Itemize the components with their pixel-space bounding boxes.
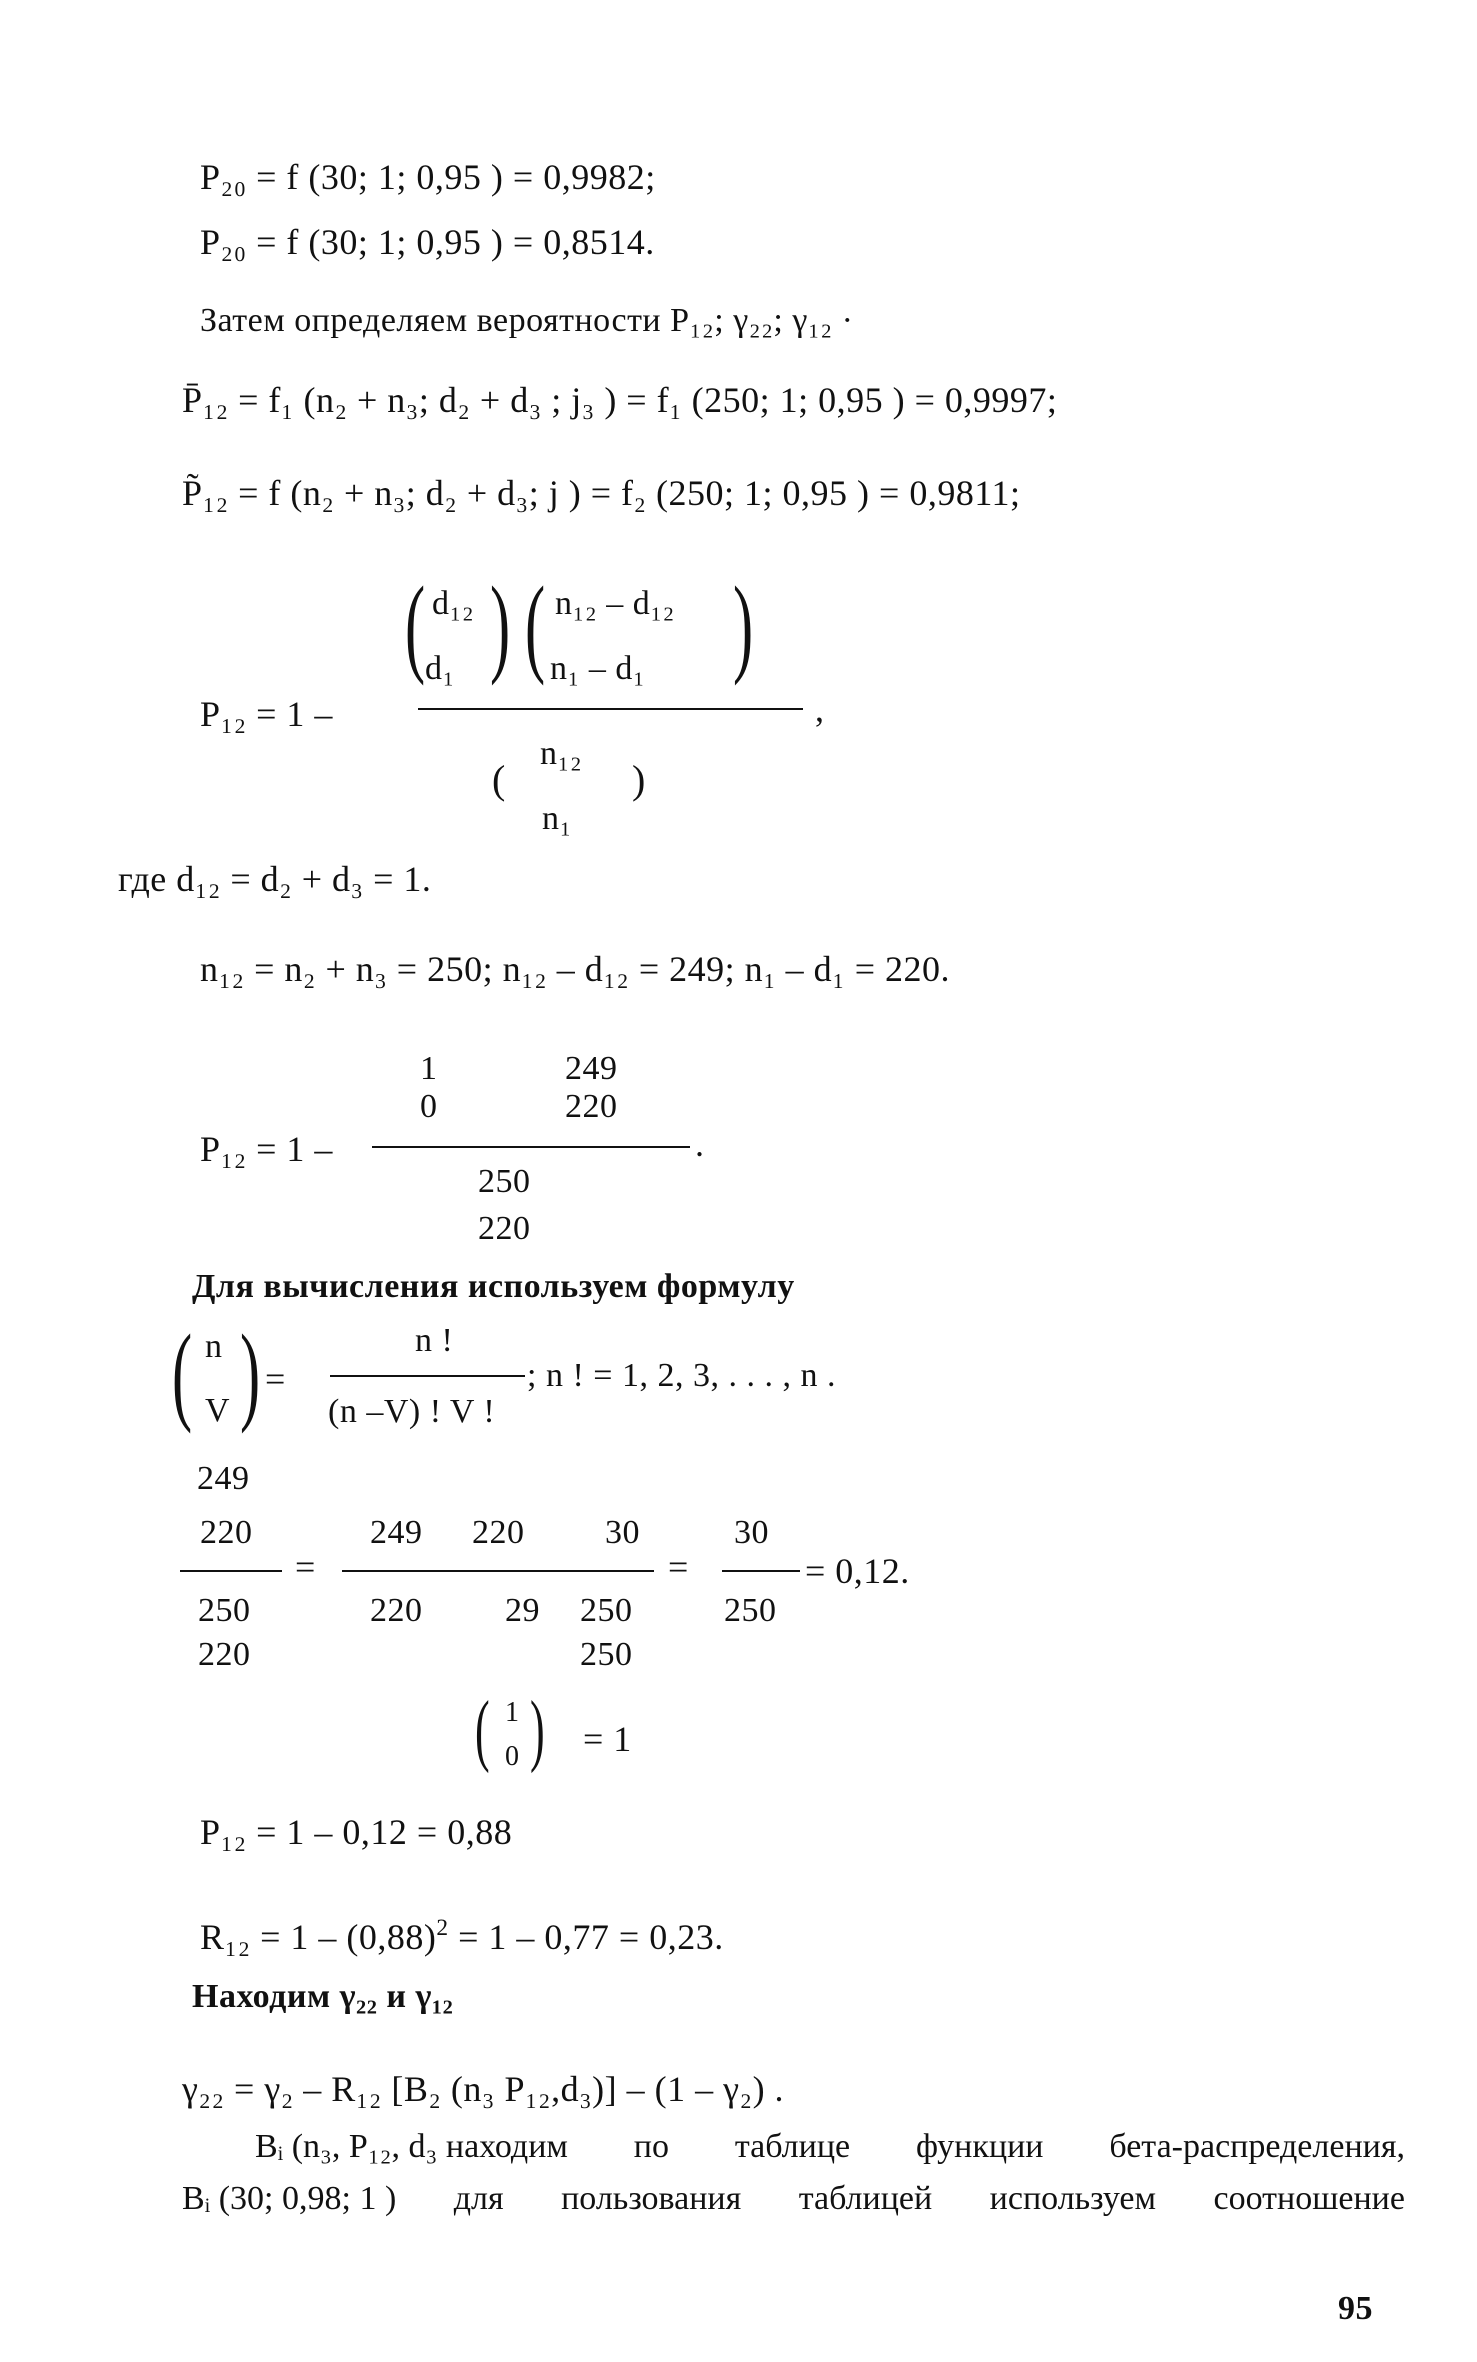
- paren-right: ): [240, 1312, 261, 1434]
- fraction2-num-d: 220: [565, 1088, 618, 1125]
- fraction2-lhs: P₁₂ = 1 –: [200, 1129, 333, 1169]
- equation-p20-first: P₂₀ = f (30; 1; 0,95 ) = 0,9982;: [200, 157, 656, 197]
- r12-tail: = 1 – 0,77 = 0,23.: [448, 1917, 724, 1957]
- calc-eq1: =: [295, 1547, 316, 1587]
- fraction2-den-b: 220: [478, 1210, 531, 1247]
- binom2-rhs: = 1: [583, 1719, 632, 1759]
- calc-b4: 220: [370, 1592, 423, 1629]
- fraction-bar: [342, 1570, 654, 1572]
- fraction2-num-a: 1: [420, 1050, 438, 1087]
- para2-word-3: пользования: [561, 2180, 742, 2217]
- binom-a-bottom: d₁: [425, 650, 455, 687]
- calc-a4: 220: [198, 1636, 251, 1673]
- equation-n12: n₁₂ = n₂ + n₃ = 250; n₁₂ – d₁₂ = 249; n₁ – d₁ = 220.: [200, 949, 951, 989]
- calc-c2: 250: [724, 1592, 777, 1629]
- calc-result: = 0,12.: [805, 1551, 910, 1591]
- binom-tail: ; n ! = 1, 2, 3, . . . , n .: [527, 1357, 836, 1394]
- text-formula-intro: Для вычисления используем формулу: [192, 1268, 795, 1305]
- text-probabilities-intro: Затем определяем вероятности P₁₂; γ₂₂; γ₁₂ ·: [200, 302, 854, 339]
- r12-main: R₁₂ = 1 – (0,88): [200, 1917, 437, 1957]
- binom-b-top: n₁₂ – d₁₂: [555, 585, 675, 622]
- binom-c-top: n₁₂: [540, 735, 583, 772]
- binom-numerator: n !: [415, 1322, 454, 1359]
- paren-right: ): [530, 1686, 545, 1774]
- paren-left: (: [172, 1312, 193, 1434]
- paren-left: (: [475, 1686, 490, 1774]
- calc-b2: 220: [472, 1514, 525, 1551]
- paren-right: ): [490, 564, 511, 686]
- binom2-bottom: 0: [505, 1741, 520, 1772]
- calc-a2: 220: [200, 1514, 253, 1551]
- binom-a-top: d₁₂: [432, 585, 475, 622]
- para2-word-4: таблицей: [798, 2180, 933, 2217]
- fraction2-den-a: 250: [478, 1163, 531, 1200]
- fraction-bar: [372, 1146, 690, 1148]
- para1-word-2: по: [633, 2128, 669, 2165]
- para1-word-5: бета-распределения,: [1109, 2128, 1405, 2165]
- binom-equals: =: [265, 1359, 286, 1399]
- paren-left: (: [525, 564, 546, 686]
- calc-eq2: =: [668, 1547, 689, 1587]
- equation-p20-second: P₂₀ = f (30; 1; 0,95 ) = 0,8514.: [200, 222, 655, 262]
- page-number: 95: [1338, 2290, 1373, 2327]
- binom-top-n: n: [205, 1328, 223, 1365]
- binom-denominator: (n –V) ! V !: [328, 1393, 496, 1430]
- calc-b3: 30: [605, 1514, 640, 1551]
- text-where-d12: где d₁₂ = d₂ + d₃ = 1.: [118, 859, 432, 899]
- paren-left: (: [405, 564, 426, 686]
- para1-word-3: таблице: [734, 2128, 851, 2165]
- para2-word-6: соотношение: [1213, 2180, 1405, 2217]
- fraction1-lhs: P₁₂ = 1 –: [200, 694, 333, 734]
- binom-bottom-v: V: [205, 1392, 231, 1429]
- paren-right: ): [632, 757, 646, 802]
- para2-word-2: для: [453, 2180, 504, 2217]
- fraction-bar: [418, 708, 803, 710]
- para2-word-5: используем: [989, 2180, 1157, 2217]
- calc-b7: 250: [580, 1636, 633, 1673]
- para1-word-1: Bᵢ (n₃, P₁₂, d₃ находим: [255, 2128, 568, 2165]
- paragraph-line-2: [182, 2180, 1405, 2218]
- binom2-top: 1: [505, 1697, 520, 1728]
- binom-b-bottom: n₁ – d₁: [550, 650, 646, 687]
- fraction-bar: [180, 1570, 282, 1572]
- fraction-bar: [330, 1375, 525, 1377]
- paragraph-line-1: [255, 2128, 1405, 2166]
- paren-right: ): [733, 564, 754, 686]
- equation-p12-result: P₁₂ = 1 – 0,12 = 0,88: [200, 1812, 513, 1852]
- calc-a3: 250: [198, 1592, 251, 1629]
- equation-p12-tilde: P̃₁₂ = f (n₂ + n₃; d₂ + d₃; j ) = f₂ (250; 1; 0,95 ) = 0,9811;: [182, 473, 1021, 513]
- equation-r12: [200, 1914, 724, 1958]
- fraction2-num-b: 249: [565, 1050, 618, 1087]
- paren-left: (: [492, 757, 506, 802]
- calc-a1: 249: [197, 1460, 250, 1497]
- calc-c1: 30: [734, 1514, 769, 1551]
- fraction-bar: [722, 1570, 800, 1572]
- fraction1-comma: ,: [815, 689, 825, 729]
- text-find-gammas: Находим γ₂₂ и γ₁₂: [192, 1978, 454, 2015]
- r12-exponent: 2: [436, 1914, 449, 1941]
- para2-word-1: Bᵢ (30; 0,98; 1 ): [182, 2180, 397, 2217]
- equation-p12-bar: P̄₁₂ = f₁ (n₂ + n₃; d₂ + d₃ ; j₃ ) = f₁ (250; 1; 0,95 ) = 0,9997;: [182, 380, 1058, 420]
- equation-gamma22: γ₂₂ = γ₂ – R₁₂ [B₂ (n₃ P₁₂,d₃)] – (1 – γ₂) .: [182, 2069, 785, 2109]
- fraction2-num-c: 0: [420, 1088, 438, 1125]
- binom-c-bottom: n₁: [542, 800, 572, 837]
- calc-b5: 29: [505, 1592, 540, 1629]
- para1-word-4: функции: [916, 2128, 1044, 2165]
- fraction2-dot: .: [695, 1124, 705, 1164]
- calc-b1: 249: [370, 1514, 423, 1551]
- calc-b6: 250: [580, 1592, 633, 1629]
